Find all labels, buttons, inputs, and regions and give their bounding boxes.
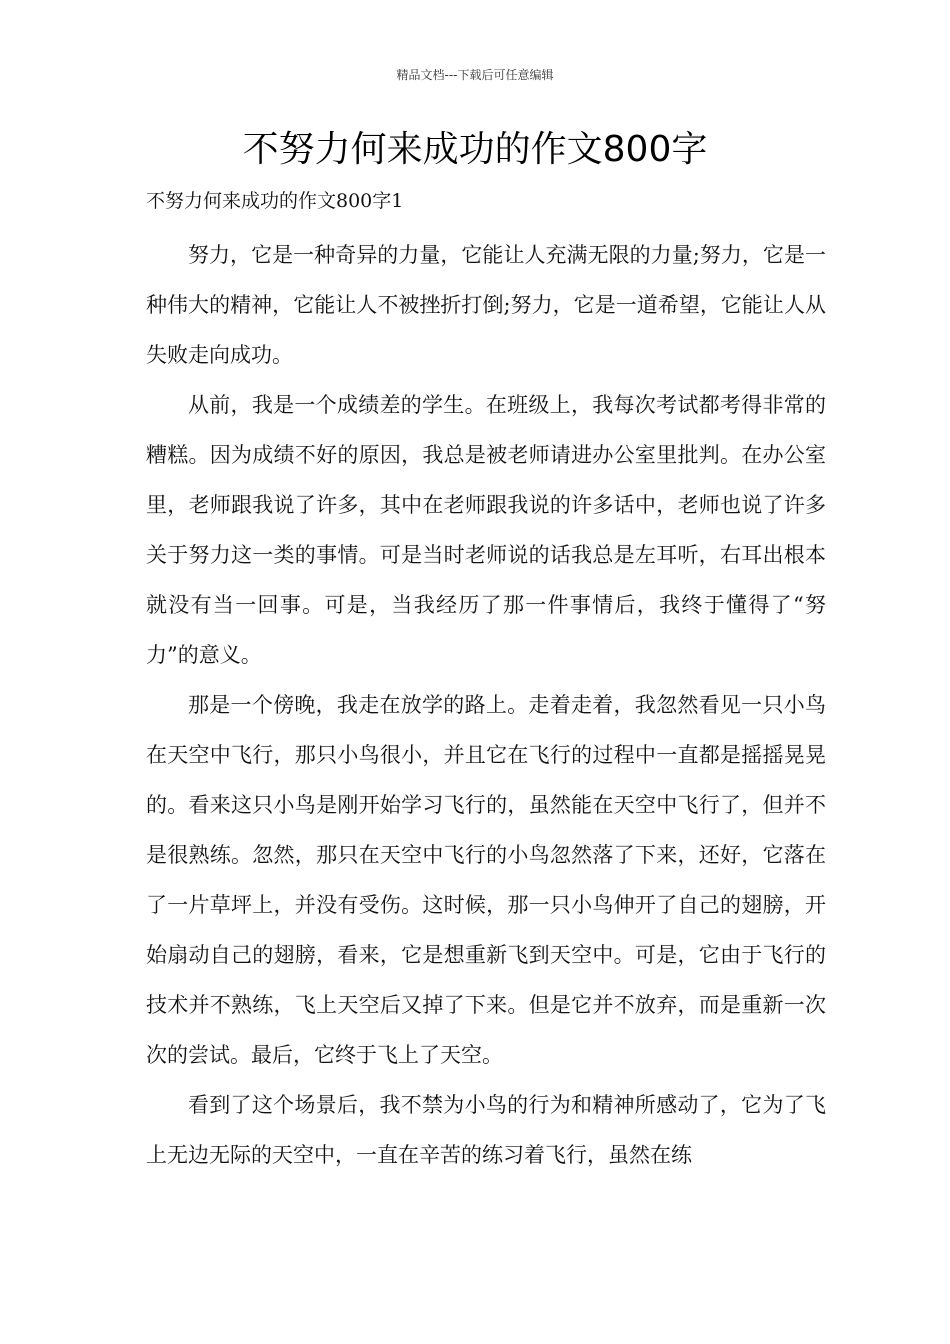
paragraph: 从前，我是一个成绩差的学生。在班级上，我每次考试都考得非常的糟糕。因为成绩不好的原因，我总是被老师请进办公室里批判。在办公室里，老师跟我说了许多，其中在老师跟我说的许多话中，老师也说了许多关于努力这一类的事情。可是当时老师说的话我总是左耳听，右耳出根本就没有当一回事。可是，当我经历了那一件事情后，我终于懂得了“努力”的意义。 — [146, 393, 826, 667]
document-subtitle: 不努力何来成功的作文800字1 — [146, 190, 404, 212]
paragraph: 努力，它是一种奇异的力量，它能让人充满无限的力量;努力，它是一种伟大的精神，它能让人不被挫折打倒;努力，它是一道希望，它能让人从失败走向成功。 — [146, 243, 826, 367]
page-header: 精品文档---下载后可任意编辑 — [396, 68, 554, 82]
document-title: 不努力何来成功的作文800字 — [242, 129, 708, 170]
paragraph: 看到了这个场景后，我不禁为小鸟的行为和精神所感动了，它为了飞上无边无际的天空中，一直在辛苦的练习着飞行，虽然在练 — [146, 1093, 826, 1167]
paragraph: 那是一个傍晚，我走在放学的路上。走着走着，我忽然看见一只小鸟在天空中飞行，那只小鸟很小，并且它在飞行的过程中一直都是摇摇晃晃的。看来这只小鸟是刚开始学习飞行的，虽然能在天空中飞行了，但并不是很熟练。忽然，那只在天空中飞行的小鸟忽然落了下来，还好，它落在了一片草坪上，并没有受伤。这时候，那一只小鸟伸开了自己的翅膀，开始扇动自己的翅膀，看来，它是想重新飞到天空中。可是，它由于飞行的技术并不熟练，飞上天空后又掉了下来。但是它并不放弃，而是重新一次次的尝试。最后，它终于飞上了天空。 — [146, 693, 826, 1067]
document-body — [146, 230, 826, 1180]
